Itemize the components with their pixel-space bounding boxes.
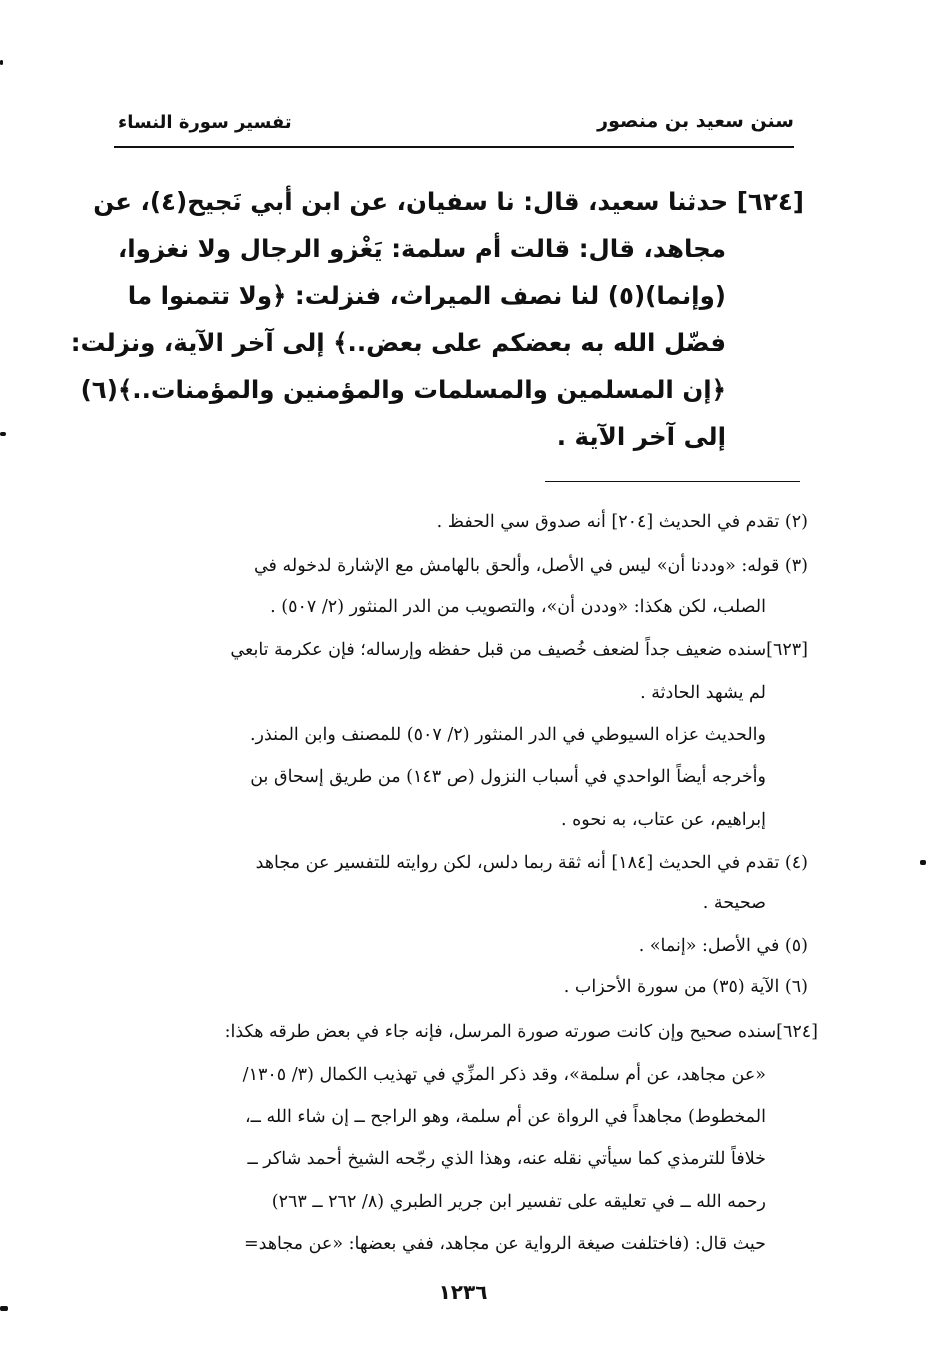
footnote-line: [٦٢٣]سنده ضعيف جداً لضعف خُصيف من قبل حفظه وإرساله؛ فإن عكرمة تابعي xyxy=(230,640,808,660)
hadith-line: ﴿إن المسلمين والمسلمات والمؤمنين والمؤمنات..﴾(٦) xyxy=(80,375,726,404)
footnote-line: «عن مجاهد، عن أم سلمة»، وقد ذكر المزِّي في تهذيب الكمال (٣/ ١٣٠٥/ xyxy=(242,1065,766,1085)
page-number: ١٢٣٦ xyxy=(438,1280,488,1304)
header-divider xyxy=(114,146,794,148)
footnote-line: صحيحة . xyxy=(702,893,766,913)
footnote-line: والحديث عزاه السيوطي في الدر المنثور (٢/ ٥٠٧) للمصنف وابن المنذر. xyxy=(249,725,766,745)
hadith-line: (وإنما)(٥) لنا نصف الميراث، فنزلت: ﴿ولا تتمنوا ما xyxy=(127,281,726,310)
footnote-line: لم يشهد الحادثة . xyxy=(640,683,766,703)
hadith-line: مجاهد، قال: قالت أم سلمة: يَغْزو الرجال ولا نغزوا، xyxy=(117,234,726,263)
footnote-line: المخطوط) مجاهداً في الرواة عن أم سلمة، وهو الراجح ــ إن شاء الله ــ، xyxy=(245,1107,766,1127)
hadith-line: إلى آخر الآية . xyxy=(556,422,726,451)
footnote-line: خلافاً للترمذي كما سيأتي نقله عنه، وهذا الذي رجّحه الشيخ أحمد شاكر ــ xyxy=(247,1149,766,1169)
scan-speck xyxy=(0,432,6,436)
hadith-text xyxy=(70,178,804,460)
footnote-line: [٦٢٤]سنده صحيح وإن كانت صورته صورة المرسل، فإنه جاء في بعض طرقه هكذا: xyxy=(224,1022,818,1042)
footnote-line: (٣) قوله: «وددنا أن» ليس في الأصل، وألحق بالهامش مع الإشارة لدخوله في xyxy=(253,556,808,576)
footnote-line: إبراهيم، عن عتاب، به نحوه . xyxy=(560,810,766,830)
scan-speck xyxy=(920,860,926,865)
footnote-line: (٦) الآية (٣٥) من سورة الأحزاب . xyxy=(563,977,808,997)
scan-speck xyxy=(0,60,3,65)
scan-speck xyxy=(0,1306,8,1311)
book-title: سنن سعيد بن منصور xyxy=(597,110,794,132)
hadith-line: فضّل الله به بعضكم على بعض..﴾ إلى آخر الآية، ونزلت: xyxy=(70,328,726,357)
surah-title: تفسير سورة النساء xyxy=(118,112,292,133)
footnote-line: (٥) في الأصل: «إنما» . xyxy=(638,936,808,956)
footnote-line: رحمه الله ــ في تعليقه على تفسير ابن جرير الطبري (٨/ ٢٦٢ ــ ٢٦٣) xyxy=(271,1192,766,1212)
footnote-line: (٢) تقدم في الحديث [٢٠٤] أنه صدوق سي الحفظ . xyxy=(436,512,808,532)
footnote-line: الصلب، لكن هكذا: «وددن أن»، والتصويب من الدر المنثور (٢/ ٥٠٧) . xyxy=(270,597,766,617)
footnote-line: (٤) تقدم في الحديث [١٨٤] أنه ثقة ربما دلس، لكن روايته للتفسير عن مجاهد xyxy=(255,853,808,873)
footnote-divider xyxy=(545,481,800,482)
hadith-line: [٦٢٤] حدثنا سعيد، قال: نا سفيان، عن ابن أبي نَجيح(٤)، عن xyxy=(93,187,804,216)
footnote-line: وأخرجه أيضاً الواحدي في أسباب النزول (ص ١٤٣) من طريق إسحاق بن xyxy=(250,767,766,787)
footnote-line: حيث قال: (فاختلفت صيغة الرواية عن مجاهد، ففي بعضها: «عن مجاهد= xyxy=(243,1234,766,1254)
